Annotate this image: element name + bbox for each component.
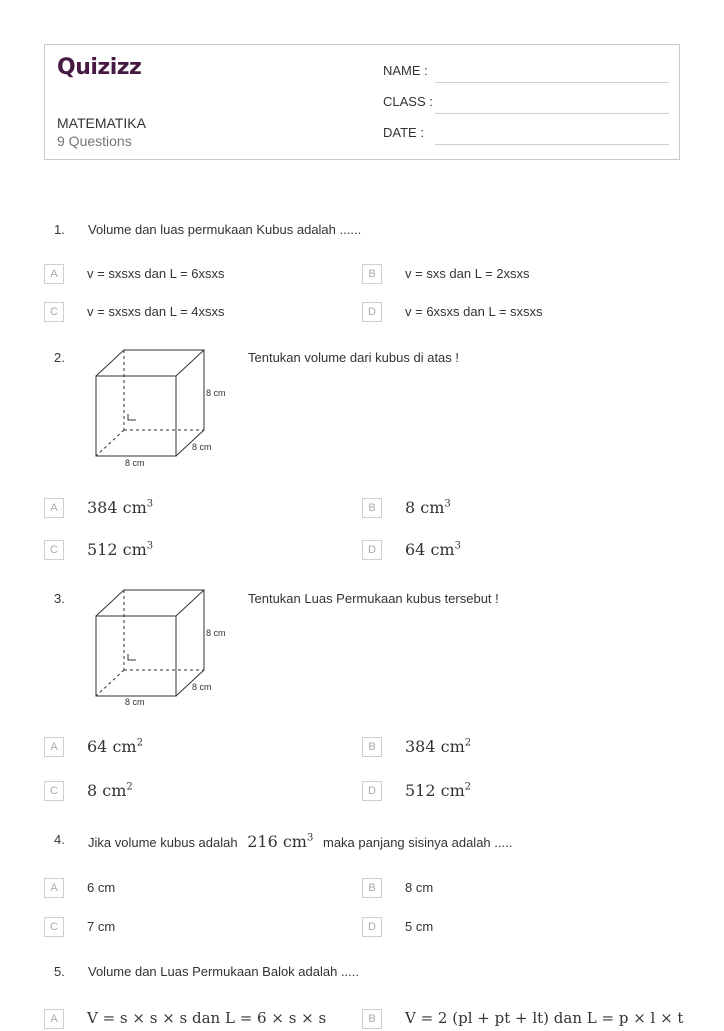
question-5-option-a[interactable]	[44, 1009, 344, 1031]
cube-height-label: 8 cm	[206, 388, 226, 398]
option-letter-box: D	[362, 917, 382, 937]
option-text: 512 $cm^3$	[87, 540, 154, 559]
subject-title: MATEMATIKA	[57, 115, 146, 131]
option-letter-box: B	[362, 264, 382, 284]
question-count: 9 Questions	[57, 133, 132, 149]
name-field[interactable]	[383, 63, 669, 83]
option-text: v = sxs dan L = 2xsxs	[405, 266, 530, 281]
question-4-text-before: Jika volume kubus adalah	[88, 835, 238, 850]
cube-visible-back-edges	[96, 590, 204, 696]
name-line	[435, 82, 669, 83]
cube-depth-label: 8 cm	[192, 682, 212, 692]
class-field[interactable]	[383, 94, 669, 114]
question-4-option-b[interactable]	[362, 878, 662, 900]
cube-hidden-edge	[96, 670, 124, 696]
option-text: 64 $cm^2$	[87, 737, 143, 756]
question-1-option-c[interactable]	[44, 302, 344, 324]
option-text: 8 cm	[405, 880, 434, 895]
cube-figure	[88, 584, 238, 708]
option-letter-box: C	[44, 917, 64, 937]
option-letter-box: C	[44, 540, 64, 560]
right-angle-mark	[128, 414, 136, 420]
question-3-number: 3.	[54, 591, 65, 606]
question-1-text: Volume dan luas permukaan Kubus adalah ......	[88, 222, 362, 237]
question-1-number: 1.	[54, 222, 65, 237]
option-letter-box: B	[362, 878, 382, 898]
question-4-number: 4.	[54, 832, 65, 847]
question-1-option-b[interactable]	[362, 264, 662, 286]
question-3-option-d[interactable]	[362, 781, 662, 803]
question-2-number: 2.	[54, 350, 65, 365]
question-2-text: Tentukan volume dari kubus di atas !	[248, 350, 460, 365]
option-text: 64 $cm^3$	[405, 540, 461, 559]
cube-front-face	[96, 616, 176, 696]
option-letter-box: A	[44, 737, 64, 757]
cube-front-face	[96, 376, 176, 456]
option-letter-box: A	[44, 1009, 64, 1029]
option-text: 5 cm	[405, 919, 434, 934]
cube-width-label: 8 cm	[125, 458, 145, 468]
question-3-text: Tentukan Luas Permukaan kubus tersebut !	[248, 591, 499, 606]
question-4-option-a[interactable]	[44, 878, 344, 900]
question-5-number: 5.	[54, 964, 65, 979]
question-3-option-a[interactable]	[44, 737, 344, 759]
option-text: v = sxsxs dan L = 6xsxs	[87, 266, 225, 281]
question-2-option-a[interactable]	[44, 498, 344, 520]
option-letter-box: D	[362, 540, 382, 560]
class-label: CLASS :	[383, 94, 433, 109]
option-text: v = 6xsxs dan L = sxsxs	[405, 304, 543, 319]
worksheet-header	[44, 44, 680, 160]
question-4-option-c[interactable]	[44, 917, 344, 939]
option-letter-box: C	[44, 302, 64, 322]
question-3-option-c[interactable]	[44, 781, 344, 803]
option-letter-box: C	[44, 781, 64, 801]
date-line	[435, 144, 669, 145]
question-2-option-d[interactable]	[362, 540, 662, 562]
cube-figure	[88, 344, 238, 468]
option-letter-box: A	[44, 264, 64, 284]
name-label: NAME :	[383, 63, 428, 78]
option-letter-box: B	[362, 498, 382, 518]
option-text: v = sxsxs dan L = 4xsxs	[87, 304, 225, 319]
cube-visible-back-edges	[96, 350, 204, 456]
option-text: 6 cm	[87, 880, 116, 895]
cube-width-label: 8 cm	[125, 697, 145, 707]
option-text: 384 $cm^2$	[405, 737, 472, 756]
right-angle-mark	[128, 654, 136, 660]
quizizz-logo: Quizizz	[57, 55, 142, 80]
option-text: V = 2 (pl + pt + lt) dan L = p × l × t	[405, 1009, 684, 1027]
option-text: 384 $cm^3$	[87, 498, 154, 517]
cube-hidden-edge	[96, 430, 124, 456]
date-field[interactable]	[383, 125, 669, 145]
question-1-option-d[interactable]	[362, 302, 662, 324]
option-text: V = s × s × s dan L = 6 × s × s	[87, 1009, 327, 1027]
option-text: 7 cm	[87, 919, 116, 934]
question-4-option-d[interactable]	[362, 917, 662, 939]
option-letter-box: D	[362, 302, 382, 322]
cube-height-label: 8 cm	[206, 628, 226, 638]
option-text: 512 $cm^2$	[405, 781, 472, 800]
question-1-option-a[interactable]	[44, 264, 344, 286]
question-5-option-b[interactable]	[362, 1009, 722, 1031]
date-label: DATE :	[383, 125, 424, 140]
question-4-math: 216 $cm^3$	[247, 832, 314, 851]
option-text: 8 $cm^3$	[405, 498, 451, 517]
question-4-text-after: maka panjang sisinya adalah .....	[322, 835, 513, 850]
option-letter-box: D	[362, 781, 382, 801]
class-line	[435, 113, 669, 114]
option-letter-box: B	[362, 737, 382, 757]
question-4-text	[88, 832, 512, 851]
question-5-text: Volume dan Luas Permukaan Balok adalah .....	[88, 964, 360, 979]
option-letter-box: A	[44, 498, 64, 518]
cube-depth-label: 8 cm	[192, 442, 212, 452]
option-letter-box: B	[362, 1009, 382, 1029]
question-2-option-b[interactable]	[362, 498, 662, 520]
question-2-option-c[interactable]	[44, 540, 344, 562]
question-3-option-b[interactable]	[362, 737, 662, 759]
option-letter-box: A	[44, 878, 64, 898]
option-text: 8 $cm^2$	[87, 781, 133, 800]
